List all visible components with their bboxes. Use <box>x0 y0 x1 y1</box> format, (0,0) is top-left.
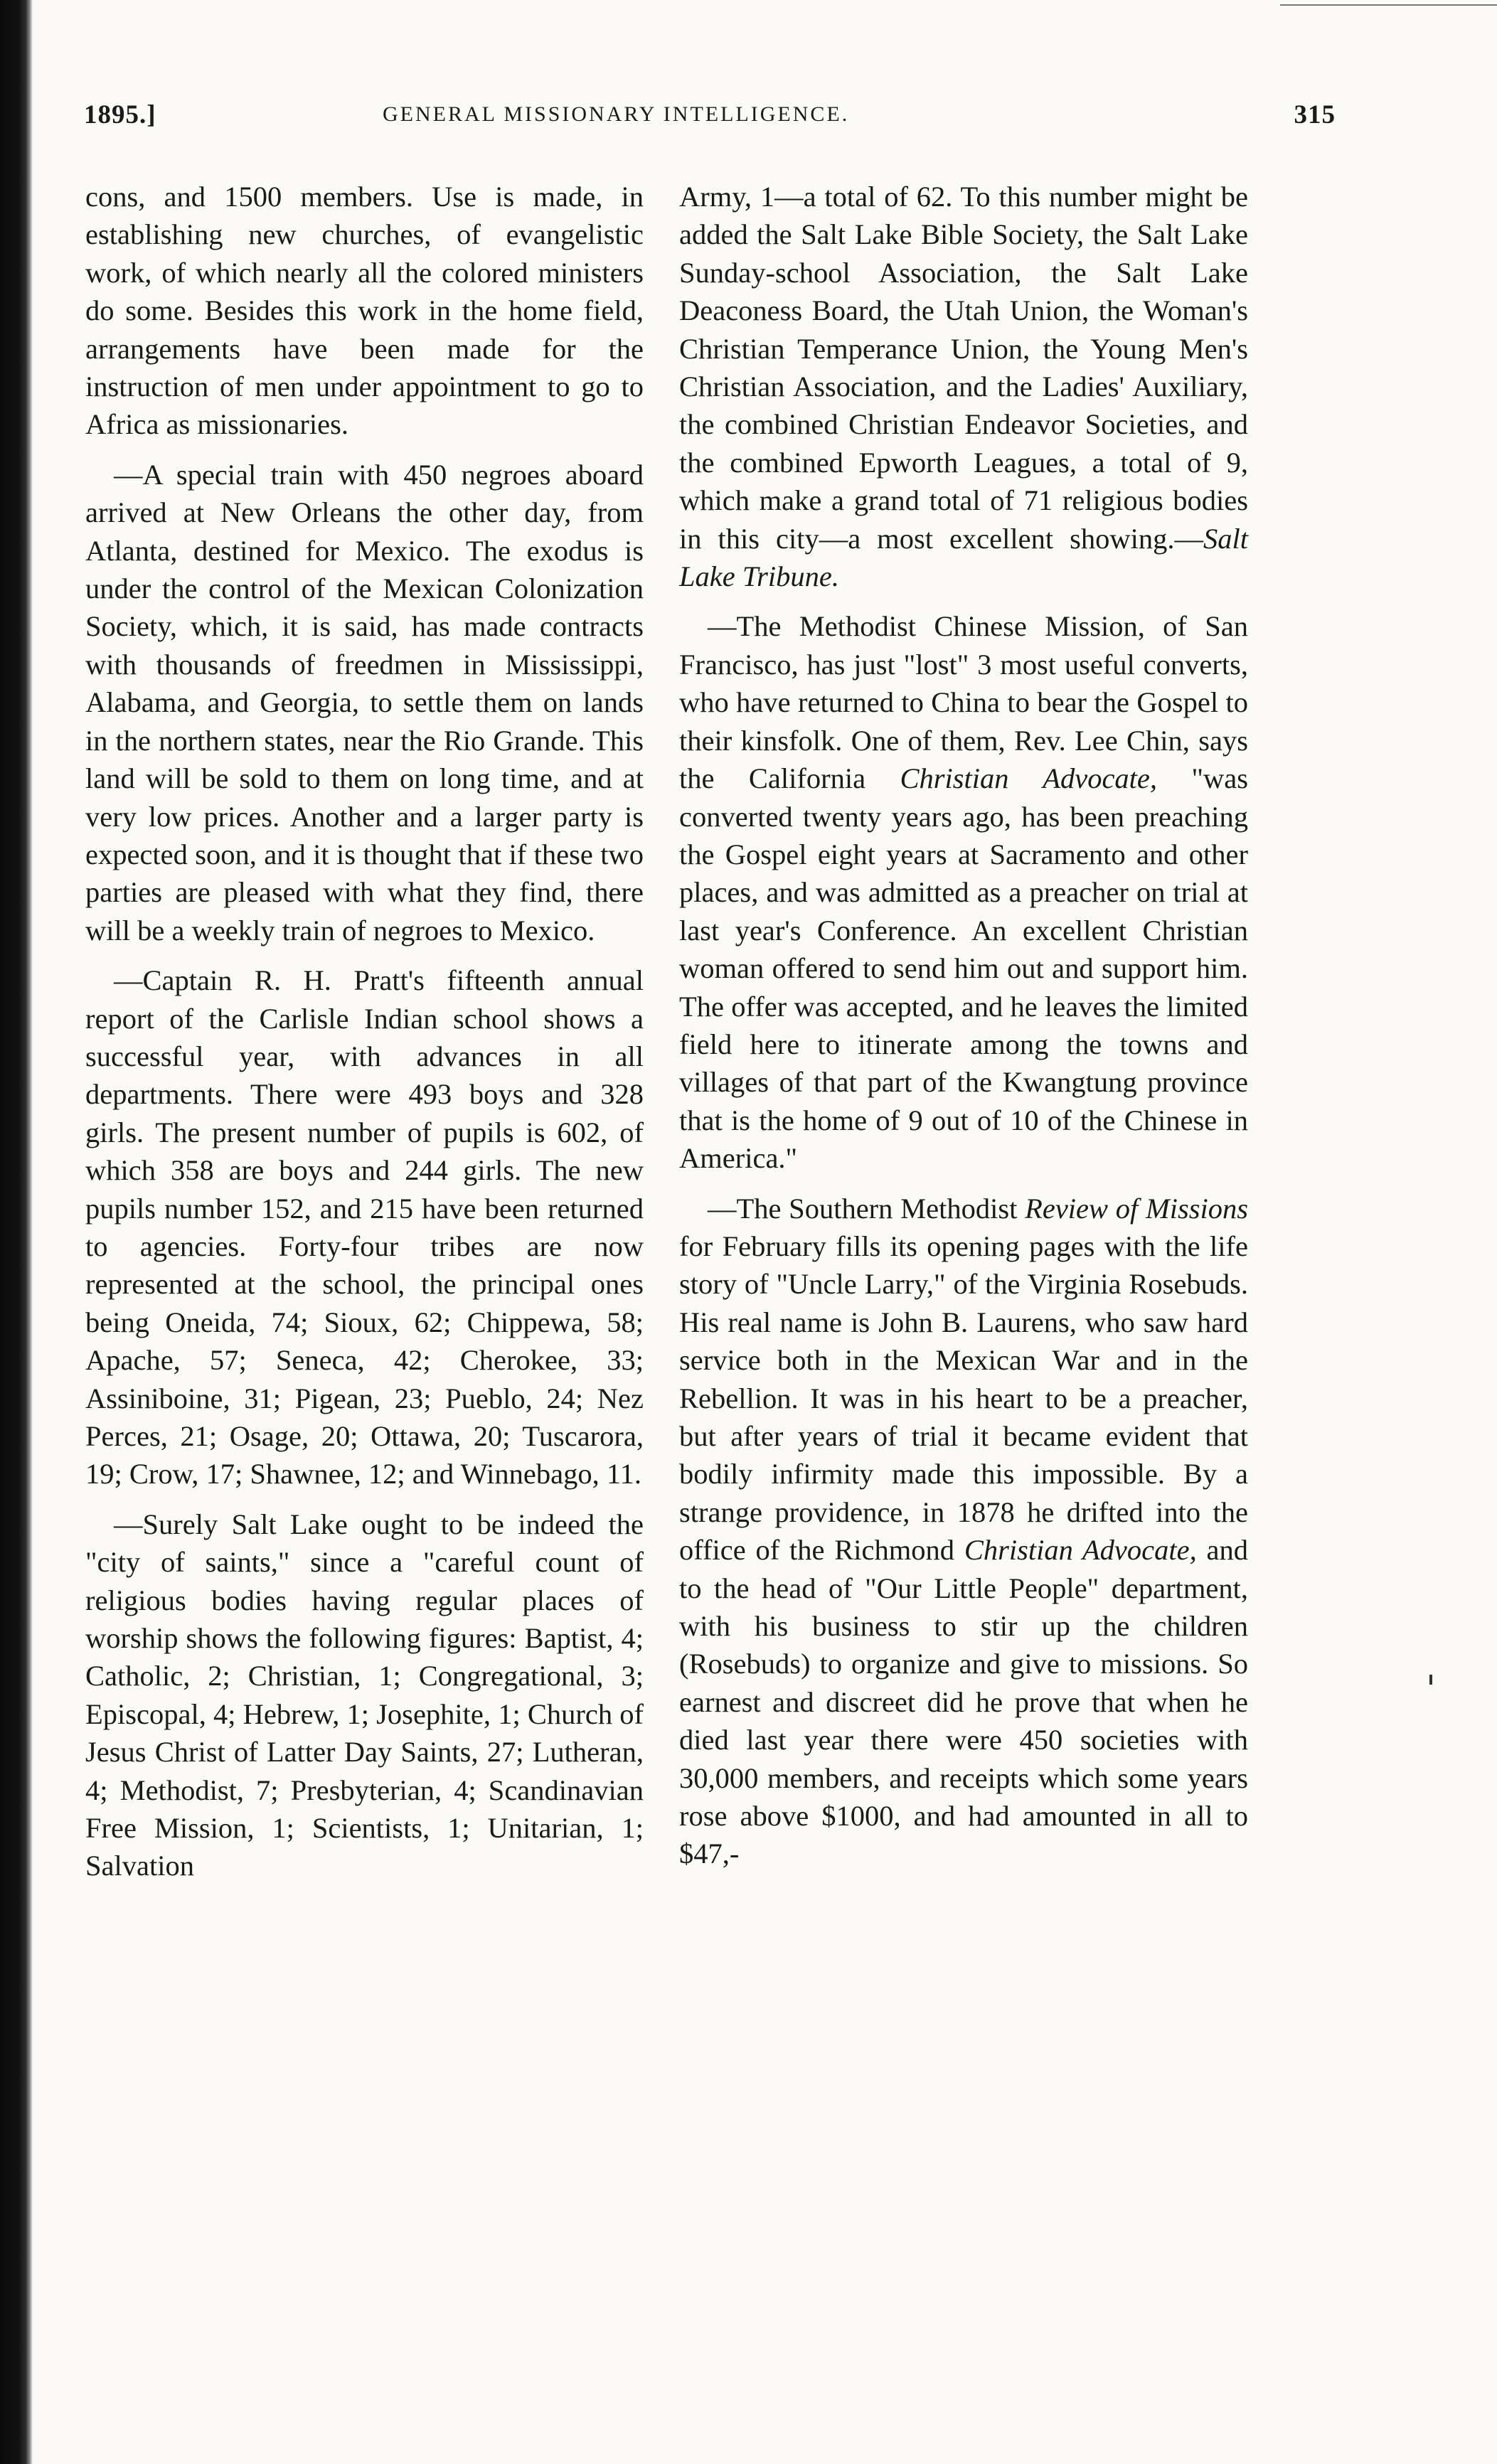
left-paragraph-1: cons, and 1500 members. Use is made, in establishing new churches, of evangelistic work, of which nearly all the colored ministers do some. Besides this work in the home field, arrangements have been made for the instruction of men under appointment to go to Africa as missionaries. <box>85 181 644 441</box>
right-paragraph-1-source: Salt Lake Tribune. <box>679 522 1248 593</box>
header-running-title: GENERAL MISSIONARY INTELLIGENCE. <box>383 102 850 126</box>
right-paragraph-1-text: Army, 1—a total of 62. To this number might be added the Salt Lake Bible Society, the Salt Lake Sunday-school Association, the Salt Lake Deaconess Board, the Utah Union, the Woman's Christian Temperance Union, the Young Men's Christian Association, and the Ladies' Auxiliary, the combined Christian Endeavor Societies, and the combined Epworth Leagues, a total of 9, which make a grand total of 71 religious bodies in this city—a most excellent showing.— <box>679 181 1248 555</box>
header-page-number: 315 <box>1294 100 1336 129</box>
right-paragraph-3-italic-2: Christian Advocate, <box>964 1534 1197 1567</box>
top-edge-rule <box>1280 4 1497 6</box>
margin-speck <box>1429 1675 1432 1685</box>
right-paragraph-2 <box>679 607 1248 1177</box>
running-header <box>84 100 1336 142</box>
left-paragraph-2: —A special train with 450 negroes aboard arrived at New Orleans the other day, from Atlanta, destined for Mexico. The exodus is under the control of the Mexican Colonization Society, which, it is said, has made contracts with thousands of freedmen in Mississippi, Alabama, and Georgia, to settle them on lands in the northern states, near the Rio Grande. This land will be sold to them on long time, and at very low prices. Another and a larger party is expected soon, and it is thought that if these two parties are pleased with what they find, there will be a weekly train of negroes to Mexico. <box>85 458 644 946</box>
right-paragraph-2-italic: Christian Advocate, <box>900 762 1158 795</box>
right-paragraph-3-b: for February fills its opening pages with the life story of "Uncle Larry," of the Virginia Rosebuds. His real name is John B. Laurens, who saw hard service both in the Mexican War and in the Rebellion. It was in his heart to be a preacher, but after years of trial it became evident that bodily infirmity made this impossible. By a strange providence, in 1878 he drifted into the office of the Richmond <box>679 1230 1248 1567</box>
right-column <box>679 178 1248 1885</box>
right-paragraph-3-italic-1: Review of Missions <box>1025 1192 1248 1225</box>
header-year: 1895.] <box>84 100 156 129</box>
book-binding-edge <box>0 0 33 2464</box>
right-paragraph-3 <box>679 1190 1248 1873</box>
right-paragraph-1 <box>679 178 1248 595</box>
right-paragraph-2-b: "was converted twenty years ago, has been preaching the Gospel eight years at Sacramento and other places, and was admitted as a preacher on trial at last year's Conference. An excellent Christian woman offered to send him out and support him. The offer was accepted, and he leaves the limited field here to itinerate among the towns and villages of that part of the Kwangtung province that is the home of 9 out of 10 of the Chinese in America." <box>679 762 1248 1175</box>
right-paragraph-3-a: —The Southern Methodist <box>708 1192 1025 1225</box>
right-paragraph-3-c: and to the head of "Our Little People" department, with his business to stir up the children (Rosebuds) to organize and give to missions. So earnest and discreet did he prove that when he died last year there were 450 societies with 30,000 members, and receipts which some years rose above $1000, and had amounted in all to $47,- <box>679 1534 1249 1870</box>
left-paragraph-4: —Surely Salt Lake ought to be indeed the "city of saints," since a "careful count of religious bodies having regular places of worship shows the following figures: Baptist, 4; Catholic, 2; Christian, 1; Congregational, 3; Episcopal, 4; Hebrew, 1; Josephite, 1; Church of Jesus Christ of Latter Day Saints, 27; Lutheran, 4; Methodist, 7; Presbyterian, 4; Scandinavian Free Mission, 1; Scientists, 1; Unitarian, 1; Salvation <box>85 1508 644 1882</box>
left-paragraph-3: —Captain R. H. Pratt's fifteenth annual report of the Carlisle Indian school shows a successful year, with advances in all departments. There were 493 boys and 328 girls. The present number of pupils is 602, of which 358 are boys and 244 girls. The new pupils number 152, and 215 have been returned to agencies. Forty-four tribes are now represented at the school, the principal ones being Oneida, 74; Sioux, 62; Chippewa, 58; Apache, 57; Seneca, 42; Cherokee, 33; Assiniboine, 31; Pigean, 23; Pueblo, 24; Nez Perces, 21; Osage, 20; Ottawa, 20; Tuscarora, 19; Crow, 17; Shawnee, 12; and Winnebago, 11. <box>85 964 644 1490</box>
left-column <box>85 178 644 1897</box>
right-paragraph-2-a: —The Methodist Chinese Mission, of San Francisco, has just "lost" 3 most useful converts, who have returned to China to bear the Gospel to their kinsfolk. One of them, Rev. Lee Chin, says the California <box>679 610 1248 795</box>
